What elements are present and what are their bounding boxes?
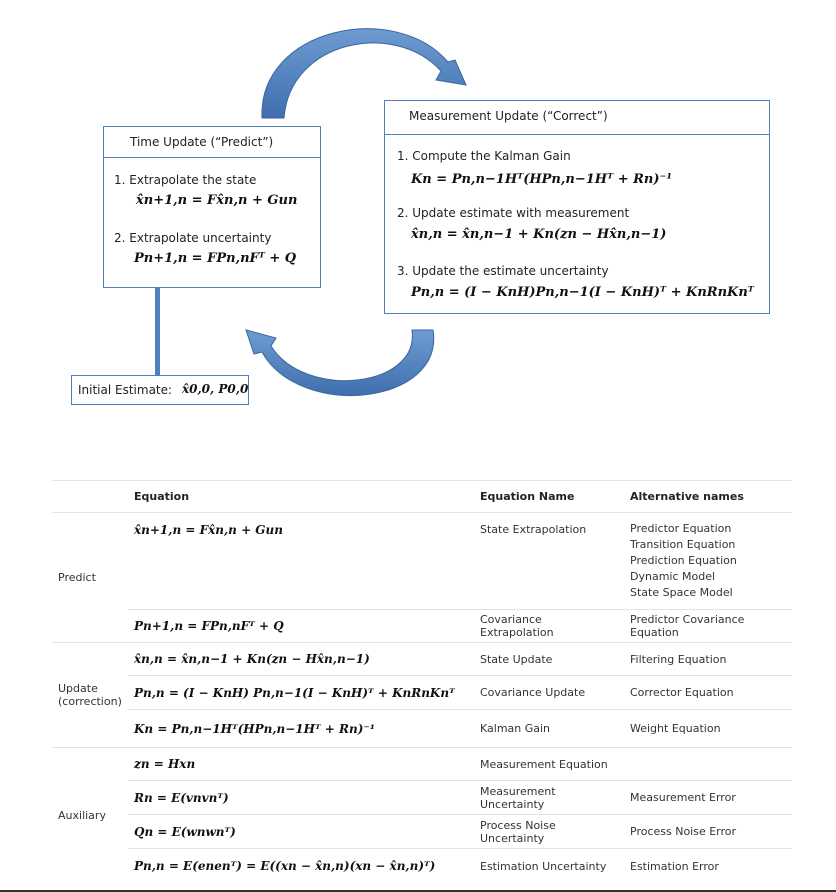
measurement-update-title: Measurement Update (“Correct”) bbox=[385, 101, 769, 135]
initial-estimate-label: Initial Estimate: bbox=[78, 383, 173, 397]
group-predict: Predict bbox=[52, 513, 128, 643]
eq-process-noise: Qn = E(wnwnᵀ) bbox=[128, 815, 474, 849]
alt-kalman-gain: Weight Equation bbox=[624, 710, 792, 748]
time-update-box bbox=[103, 126, 321, 288]
eq-covariance-extrapolation: Pn+1,n = FPn,nFᵀ + Q bbox=[128, 610, 474, 643]
kalman-gain-eq: Kn = Pn,n−1Hᵀ(HPn,n−1Hᵀ + Rn)⁻¹ bbox=[411, 172, 673, 187]
table-row bbox=[52, 610, 792, 643]
state-extrapolation-eq: x̂n+1,n = Fx̂n,n + Gun bbox=[136, 193, 298, 208]
alt-measurement bbox=[624, 748, 792, 781]
table-row bbox=[52, 643, 792, 676]
table-row bbox=[52, 710, 792, 748]
alt-state-update: Filtering Equation bbox=[624, 643, 792, 676]
name-kalman-gain: Kalman Gain bbox=[474, 710, 624, 748]
group-auxiliary: Auxiliary bbox=[52, 748, 128, 884]
name-measurement-uncertainty: Measurement Uncertainty bbox=[474, 781, 624, 815]
time-update-title: Time Update (“Predict”) bbox=[104, 127, 320, 158]
covariance-update-eq: Pn,n = (I − KnH)Pn,n−1(I − KnH)ᵀ + KnRnKnᵀ bbox=[411, 285, 754, 300]
name-covariance-extrapolation: Covariance Extrapolation bbox=[474, 610, 624, 643]
header-alternative-names: Alternative names bbox=[624, 481, 792, 513]
alt-process-noise: Process Noise Error bbox=[624, 815, 792, 849]
correct-step-2: 2. Update estimate with measurement bbox=[397, 206, 630, 220]
state-update-eq: x̂n,n = x̂n,n−1 + Kn(zn − Hx̂n,n−1) bbox=[411, 227, 667, 242]
alt-covariance-extrapolation: Predictor Covariance Equation bbox=[624, 610, 792, 643]
eq-state-extrapolation: x̂n+1,n = Fx̂n,n + Gun bbox=[128, 513, 474, 610]
table-row bbox=[52, 781, 792, 815]
alt-measurement-uncertainty: Measurement Error bbox=[624, 781, 792, 815]
predict-step-2: 2. Extrapolate uncertainty bbox=[114, 231, 272, 245]
eq-estimation-uncertainty: Pn,n = E(enenᵀ) = E((xn − x̂n,n)(xn − x̂n,n)ᵀ) bbox=[128, 849, 474, 884]
measurement-update-box bbox=[384, 100, 770, 314]
group-update: Update (correction) bbox=[52, 643, 128, 748]
kalman-equations-table bbox=[52, 480, 792, 884]
name-measurement: Measurement Equation bbox=[474, 748, 624, 781]
name-state-extrapolation: State Extrapolation bbox=[474, 513, 624, 610]
header-equation-name: Equation Name bbox=[474, 481, 624, 513]
predict-step-1: 1. Extrapolate the state bbox=[114, 173, 257, 187]
eq-covariance-update: Pn,n = (I − KnH) Pn,n−1(I − KnH)ᵀ + KnRnKnᵀ bbox=[128, 676, 474, 710]
alt-state-extrapolation: Predictor Equation Transition Equation Prediction Equation Dynamic Model State Space Model bbox=[624, 513, 792, 610]
table-header-row bbox=[52, 481, 792, 513]
table-row bbox=[52, 815, 792, 849]
name-estimation-uncertainty: Estimation Uncertainty bbox=[474, 849, 624, 884]
initial-estimate-eq: x̂0,0, P0,0 bbox=[182, 382, 249, 396]
correct-to-predict-arrow bbox=[246, 330, 434, 396]
eq-kalman-gain: Kn = Pn,n−1Hᵀ(HPn,n−1Hᵀ + Rn)⁻¹ bbox=[128, 710, 474, 748]
table-row bbox=[52, 849, 792, 884]
eq-measurement: zn = Hxn bbox=[128, 748, 474, 781]
table-row bbox=[52, 676, 792, 710]
table-row bbox=[52, 513, 792, 610]
name-state-update: State Update bbox=[474, 643, 624, 676]
name-covariance-update: Covariance Update bbox=[474, 676, 624, 710]
alt-estimation-uncertainty: Estimation Error bbox=[624, 849, 792, 884]
table-row bbox=[52, 748, 792, 781]
correct-step-1: 1. Compute the Kalman Gain bbox=[397, 149, 571, 163]
name-process-noise: Process Noise Uncertainty bbox=[474, 815, 624, 849]
eq-measurement-uncertainty: Rn = E(vnvnᵀ) bbox=[128, 781, 474, 815]
eq-state-update: x̂n,n = x̂n,n−1 + Kn(zn − Hx̂n,n−1) bbox=[128, 643, 474, 676]
covariance-extrapolation-eq: Pn+1,n = FPn,nFᵀ + Q bbox=[134, 251, 297, 266]
initial-estimate-box bbox=[71, 375, 249, 405]
header-equation: Equation bbox=[128, 481, 474, 513]
alt-covariance-update: Corrector Equation bbox=[624, 676, 792, 710]
correct-step-3: 3. Update the estimate uncertainty bbox=[397, 264, 609, 278]
